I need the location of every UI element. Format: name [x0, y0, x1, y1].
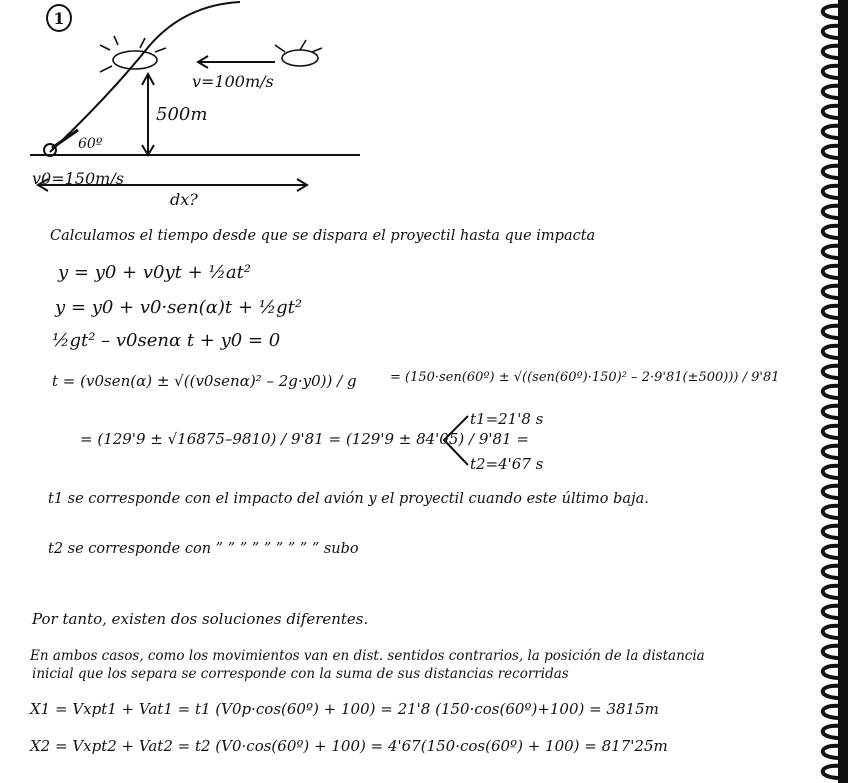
- spiral-loop: [823, 106, 840, 118]
- root-t1: t1=21'8 s: [470, 410, 544, 428]
- spiral-loop: [823, 686, 840, 698]
- spiral-loop: [823, 506, 840, 518]
- spiral-loop: [823, 586, 840, 598]
- both-cases-line-1: En ambos casos, como los movimientos van en dist. sentidos contrarios, la posición de la distancia: [30, 648, 705, 664]
- spiral-loop: [823, 386, 840, 398]
- t1-explanation: t1 se corresponde con el impacto del avión y el proyectil cuando este último baja.: [48, 491, 649, 507]
- both-cases-line-2: inicial que los separa se corresponde con la suma de sus distancias recorridas: [32, 666, 569, 682]
- x2-solution: X2 = Vxpt2 + Vat2 = t2 (V0·cos(60º) + 100) = 4'67(150·cos(60º) + 100) = 817'25m: [30, 737, 668, 755]
- spiral-loop: [823, 66, 840, 78]
- quadratic-formula-rhs: = (150·sen(60º) ± √((sen(60º)·150)² – 2·9'81(±500))) / 9'81: [390, 370, 780, 385]
- angle-label: 60º: [78, 136, 103, 152]
- spiral-loop: [823, 486, 840, 498]
- t2-explanation: t2 se corresponde con ” ” ” ” ” ” ” ” ” subo: [48, 541, 359, 557]
- spiral-loop: [823, 86, 840, 98]
- spiral-loop: [823, 146, 840, 158]
- spiral-loop: [823, 306, 840, 318]
- spiral-loop: [823, 346, 840, 358]
- notebook-spiral-binding: [808, 0, 848, 783]
- initial-velocity-label: v0=150m/s: [32, 169, 124, 188]
- equation-2: y = y0 + v0·sen(α)t + ½gt²: [55, 297, 303, 318]
- spiral-loop: [823, 666, 840, 678]
- distance-label: dx?: [170, 190, 198, 209]
- spiral-loop: [823, 206, 840, 218]
- spiral-loop: [823, 546, 840, 558]
- spiral-loop: [823, 126, 840, 138]
- spiral-loop: [823, 186, 840, 198]
- equation-5: = (129'9 ± √16875–9810) / 9'81 = (129'9 ± 84'05) / 9'81 =: [80, 430, 529, 448]
- spiral-loop: [823, 26, 840, 38]
- spiral-loop: [823, 6, 840, 18]
- spiral-loop: [823, 626, 840, 638]
- spiral-loop: [823, 466, 840, 478]
- spiral-loop: [823, 286, 840, 298]
- spiral-loop: [823, 226, 840, 238]
- conclusion-text: Por tanto, existen dos soluciones diferentes.: [32, 610, 369, 628]
- spiral-loop: [823, 426, 840, 438]
- spiral-loop: [823, 606, 840, 618]
- quadratic-formula-lhs: t = (v0sen(α) ± √((v0senα)² – 2g·y0)) / g: [52, 372, 357, 390]
- spiral-loop: [823, 766, 840, 778]
- spiral-loop: [823, 366, 840, 378]
- height-label: 500m: [156, 104, 208, 125]
- spiral-loop: [823, 446, 840, 458]
- problem-number: 1: [53, 8, 65, 28]
- spiral-loop: [823, 246, 840, 258]
- spiral-loop: [823, 266, 840, 278]
- spiral-loop: [823, 706, 840, 718]
- spiral-loop: [823, 726, 840, 738]
- spiral-loop: [823, 326, 840, 338]
- root-t2: t2=4'67 s: [470, 455, 544, 473]
- spiral-loop: [823, 526, 840, 538]
- spiral-loop: [823, 406, 840, 418]
- spiral-loop: [823, 166, 840, 178]
- spiral-loop: [823, 46, 840, 58]
- plane-speed-label: v=100m/s: [192, 72, 274, 91]
- spiral-loop: [823, 566, 840, 578]
- intro-text: Calculamos el tiempo desde que se dispara el proyectil hasta que impacta: [50, 228, 596, 244]
- spiral-loop: [823, 646, 840, 658]
- spiral-loop: [823, 746, 840, 758]
- equation-3: ½gt² – v0senα t + y0 = 0: [52, 330, 281, 351]
- equation-1: y = y0 + v0yt + ½at²: [58, 262, 252, 283]
- x1-solution: X1 = Vxpt1 + Vat1 = t1 (V0p·cos(60º) + 100) = 21'8 (150·cos(60º)+100) = 3815m: [30, 700, 659, 718]
